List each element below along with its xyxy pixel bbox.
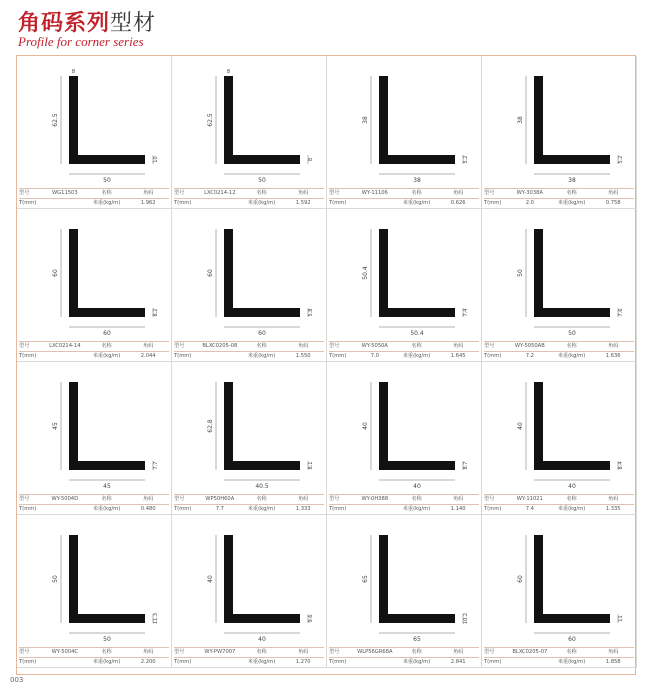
weight-value: 0.758 [605,200,621,206]
model-value: BLXC0205-07 [512,649,548,655]
profile-cell [172,362,327,515]
name-value: 角码 [452,190,464,196]
label-name: 名称 [566,649,577,655]
dim-height: 38 [362,116,369,124]
profile-info-table [329,494,479,512]
weight-value: 0.626 [450,200,466,206]
thickness-value [354,505,396,514]
dim-thickness: 8.7 [463,461,469,470]
label-name: 名称 [101,649,112,655]
thickness-value [199,199,241,208]
profile-section [379,229,455,317]
profile-drawing [482,56,637,209]
dim-width: 40.5 [255,483,269,490]
model-value: WY-5004C [51,649,79,655]
profile-drawing [17,515,172,668]
profile-drawing [327,515,482,668]
dim-thickness: 8.1 [308,461,314,470]
weight-value: 2.044 [140,353,156,359]
thickness-value [44,658,86,667]
dim-width: 60 [103,330,111,337]
profile-section [69,535,145,623]
profile-info-table [484,188,634,206]
label-weight: 米重(kg/m) [557,506,586,512]
profile-cell [172,515,327,668]
label-name: 名称 [411,496,422,502]
label-name: 名称 [566,343,577,349]
label-thickness: T(mm) [329,659,347,665]
thickness-value [44,352,86,361]
model-value: LXC0214-12 [204,190,236,196]
profile-info-table [329,188,479,206]
name-value: 角码 [607,649,619,655]
dim-width: 50 [103,177,111,184]
weight-value: 1.858 [605,659,621,665]
profile-cell [17,515,172,668]
profile-cell [482,56,637,209]
thickness-value [199,658,241,667]
page-title-suffix: 型材 [110,11,157,36]
model-value: WY-5050A [361,343,388,349]
profile-info-table [484,341,634,359]
profile-drawing [482,515,637,668]
thickness-value: 7.7 [215,506,224,512]
profile-cell [17,362,172,515]
weight-value: 1.270 [295,659,311,665]
weight-value: 2.841 [450,659,466,665]
dim-width: 50 [258,177,266,184]
label-weight: 米重(kg/m) [557,353,586,359]
label-thickness: T(mm) [19,506,37,512]
dim-height: 62.8 [207,419,214,433]
label-weight: 米重(kg/m) [92,353,121,359]
dim-height: 40 [362,422,369,430]
label-name: 名称 [101,190,112,196]
label-thickness: T(mm) [329,506,347,512]
dim-width: 60 [568,636,576,643]
profile-section [379,535,455,623]
profile-cell [172,56,327,209]
name-value: 角码 [607,343,619,349]
label-weight: 米重(kg/m) [402,506,431,512]
label-name: 名称 [411,343,422,349]
dim-width: 60 [258,330,266,337]
model-value: WY-PW7007 [204,649,236,655]
profile-section [379,382,455,470]
model-value: BLXC0205-08 [202,343,238,349]
thickness-value [354,199,396,208]
label-weight: 米重(kg/m) [92,506,121,512]
dim-width: 50.4 [410,330,424,337]
name-value: 角码 [607,496,619,502]
label-thickness: T(mm) [174,353,192,359]
label-weight: 米重(kg/m) [247,353,276,359]
model-value: LXC0214-14 [49,343,81,349]
thickness-value: 7.2 [525,353,534,359]
profile-drawing [482,362,637,515]
label-name: 名称 [566,190,577,196]
dim-thickness: 7.4 [463,308,469,317]
dim-thickness: 7.6 [618,308,624,317]
profile-drawing [172,515,327,668]
label-thickness: T(mm) [19,353,37,359]
model-value: WLP56GR68A [357,649,393,655]
name-value: 角码 [297,343,309,349]
profile-section [69,76,145,164]
profile-cell [482,362,637,515]
page-title-main: 角码系列 [18,11,111,36]
profile-cell [482,515,637,668]
profile-section [534,229,610,317]
dim-thickness: 8 [308,157,314,162]
label-name: 名称 [256,190,267,196]
dim-height: 65 [362,575,369,583]
profile-drawing [172,209,327,362]
model-value: WY-5004D [51,496,79,502]
label-weight: 米重(kg/m) [402,353,431,359]
profile-section [69,382,145,470]
label-weight: 米重(kg/m) [92,659,121,665]
label-model: 型号 [19,343,30,349]
profile-grid [16,55,636,675]
dim-thickness: 5.2 [618,155,624,164]
profile-section [534,382,610,470]
thickness-value [509,658,551,667]
dim-width: 38 [413,177,421,184]
dim-height: 45 [52,422,59,430]
label-model: 型号 [19,496,30,502]
model-value: WY-5050AB [514,343,545,349]
page-title [18,6,156,37]
dim-thickness: 5.8 [308,308,314,317]
name-value: 角码 [142,190,154,196]
profile-section [534,76,610,164]
name-value: 角码 [452,649,464,655]
label-thickness: T(mm) [174,506,192,512]
model-value: WP50H60A [205,496,235,502]
weight-value: 1.636 [605,353,621,359]
dim-top-thickness: 8 [71,69,76,75]
dim-width: 38 [568,177,576,184]
profile-cell [327,515,482,668]
dim-width: 45 [103,483,111,490]
dim-height: 50 [52,575,59,583]
dim-width: 40 [568,483,576,490]
weight-value: 1.333 [295,506,311,512]
label-model: 型号 [19,649,30,655]
profile-info-table [329,647,479,665]
dim-thickness: 7.7 [153,461,159,470]
dim-height: 50.4 [362,266,369,280]
weight-value: 1.550 [295,353,311,359]
name-value: 角码 [297,190,309,196]
dim-width: 40 [258,636,266,643]
weight-value: 1.645 [450,353,466,359]
profile-drawing [17,209,172,362]
profile-section [224,229,300,317]
label-thickness: T(mm) [19,200,37,206]
model-value: WY-11106 [361,190,388,196]
dim-thickness: 5.2 [463,155,469,164]
profile-drawing [17,362,172,515]
profile-cell [172,209,327,362]
dim-height: 60 [517,575,524,583]
model-value: WY-3038A [516,190,543,196]
name-value: 角码 [142,496,154,502]
label-thickness: T(mm) [19,659,37,665]
label-model: 型号 [19,190,30,196]
name-value: 角码 [607,190,619,196]
profile-section [224,535,300,623]
label-model: 型号 [329,343,340,349]
thickness-value [44,199,86,208]
dim-height: 40 [517,422,524,430]
thickness-value [199,352,241,361]
profile-info-table [174,494,324,512]
profile-drawing [17,56,172,209]
weight-value: 1.140 [450,506,466,512]
label-thickness: T(mm) [484,659,502,665]
label-model: 型号 [329,649,340,655]
label-model: 型号 [484,343,495,349]
label-thickness: T(mm) [484,353,502,359]
profile-drawing [327,362,482,515]
profile-cell [17,209,172,362]
dim-thickness: 8.4 [618,461,624,470]
weight-value: 1.592 [295,200,311,206]
profile-info-table [19,647,169,665]
profile-info-table [174,341,324,359]
dim-height: 40 [207,575,214,583]
thickness-value: 7.0 [370,353,379,359]
label-thickness: T(mm) [329,353,347,359]
dim-width: 50 [568,330,576,337]
label-weight: 米重(kg/m) [402,659,431,665]
dim-height: 60 [52,269,59,277]
label-name: 名称 [411,190,422,196]
dim-thickness: 9.6 [308,614,314,623]
label-weight: 米重(kg/m) [92,200,121,206]
profile-drawing [482,209,637,362]
profile-section [379,76,455,164]
label-thickness: T(mm) [174,200,192,206]
dim-thickness: 8.2 [153,308,159,317]
label-model: 型号 [484,649,495,655]
label-name: 名称 [101,343,112,349]
label-model: 型号 [174,190,185,196]
name-value: 角码 [142,343,154,349]
dim-width: 50 [103,636,111,643]
profile-info-table [329,341,479,359]
name-value: 角码 [297,649,309,655]
label-model: 型号 [484,190,495,196]
dim-height: 62.5 [52,113,59,127]
profile-drawing [327,56,482,209]
profile-drawing [172,362,327,515]
profile-cell [327,56,482,209]
profile-section [224,382,300,470]
label-thickness: T(mm) [484,506,502,512]
thickness-value: 7.4 [525,506,534,512]
profile-info-table [484,494,634,512]
profile-cell [482,209,637,362]
dim-thickness: 10 [153,156,159,163]
label-name: 名称 [411,649,422,655]
label-name: 名称 [566,496,577,502]
label-model: 型号 [174,496,185,502]
name-value: 角码 [142,649,154,655]
profile-cell [327,209,482,362]
dim-height: 50 [517,269,524,277]
dim-thickness: 11 [618,615,624,622]
label-weight: 米重(kg/m) [557,200,586,206]
name-value: 角码 [297,496,309,502]
label-weight: 米重(kg/m) [402,200,431,206]
label-model: 型号 [329,190,340,196]
label-model: 型号 [329,496,340,502]
dim-thickness: 11.3 [153,612,159,625]
model-value: WY-0H388 [361,496,389,502]
profile-cell [327,362,482,515]
weight-value: 1.335 [605,506,621,512]
name-value: 角码 [452,343,464,349]
label-model: 型号 [174,649,185,655]
label-weight: 米重(kg/m) [247,506,276,512]
label-name: 名称 [101,496,112,502]
label-weight: 米重(kg/m) [247,659,276,665]
label-weight: 米重(kg/m) [247,200,276,206]
weight-value: 0.480 [140,506,156,512]
thickness-value [44,505,86,514]
page-number: 003 [10,676,24,684]
profile-info-table [174,647,324,665]
profile-section [224,76,300,164]
profile-info-table [19,188,169,206]
profile-cell [17,56,172,209]
dim-height: 38 [517,116,524,124]
profile-info-table [484,647,634,665]
thickness-value: 2.0 [525,200,534,206]
label-name: 名称 [256,343,267,349]
label-weight: 米重(kg/m) [557,659,586,665]
model-value: WY-11021 [516,496,543,502]
dim-top-thickness: 8 [226,69,231,75]
profile-section [69,229,145,317]
dim-width: 65 [413,636,421,643]
label-thickness: T(mm) [174,659,192,665]
label-name: 名称 [256,649,267,655]
weight-value: 1.962 [140,200,156,206]
label-model: 型号 [174,343,185,349]
label-thickness: T(mm) [329,200,347,206]
profile-drawing [327,209,482,362]
dim-thickness: 10.2 [463,612,469,625]
profile-section [534,535,610,623]
page-subtitle: Profile for corner series [18,34,144,49]
weight-value: 2.200 [140,659,156,665]
label-thickness: T(mm) [484,200,502,206]
profile-info-table [19,341,169,359]
dim-height: 60 [207,269,214,277]
model-value: WG11503 [52,190,78,196]
thickness-value [354,658,396,667]
dim-height: 62.5 [207,113,214,127]
profile-info-table [174,188,324,206]
profile-drawing [172,56,327,209]
profile-info-table [19,494,169,512]
dim-width: 40 [413,483,421,490]
label-model: 型号 [484,496,495,502]
name-value: 角码 [452,496,464,502]
label-name: 名称 [256,496,267,502]
